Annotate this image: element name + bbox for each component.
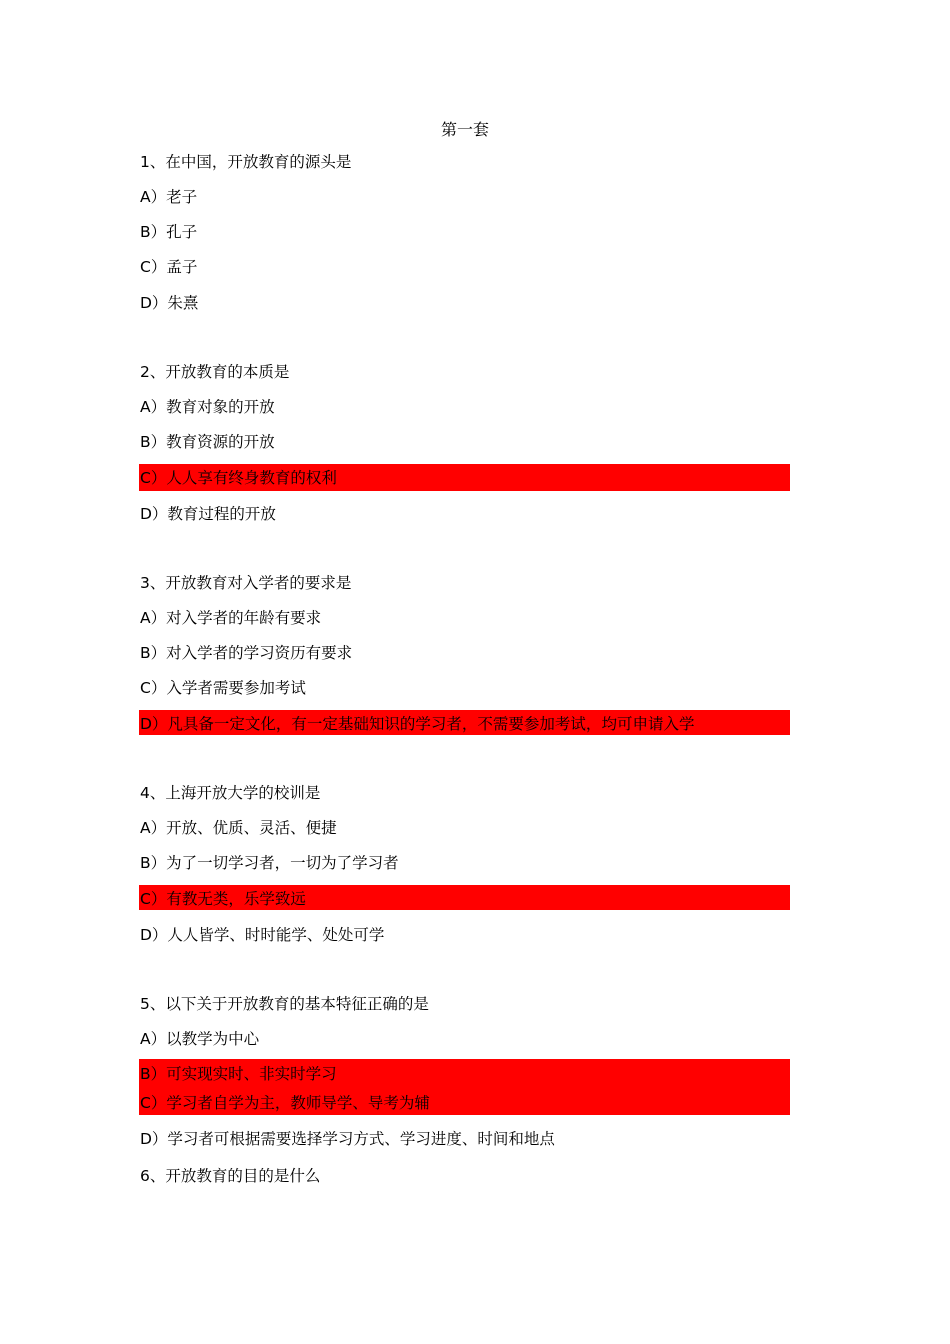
question-5-option-d: D）学习者可根据需要选择学习方式、学习进度、时间和地点 — [140, 1130, 555, 1148]
question-3-stem: 3、开放教育对入学者的要求是 — [140, 574, 352, 592]
question-5-option-a: A）以教学为中心 — [140, 1030, 260, 1048]
question-4-option-a: A）开放、优质、灵活、便捷 — [140, 819, 337, 837]
page-title: 第一套 — [440, 120, 489, 139]
question-3-option-c: C）入学者需要参加考试 — [140, 679, 306, 697]
question-1-option-d: D）朱熹 — [140, 294, 199, 312]
question-2-option-d: D）教育过程的开放 — [140, 505, 276, 523]
question-4-stem: 4、上海开放大学的校训是 — [140, 784, 321, 802]
question-4-option-d: D）人人皆学、时时能学、处处可学 — [140, 926, 385, 944]
question-2-option-a: A）教育对象的开放 — [140, 398, 275, 416]
question-1-stem: 1、在中国，开放教育的源头是 — [140, 153, 352, 171]
question-3-option-a: A）对入学者的年龄有要求 — [140, 609, 322, 627]
question-5-stem: 5、以下关于开放教育的基本特征正确的是 — [140, 995, 429, 1013]
question-2-option-b: B）教育资源的开放 — [140, 433, 275, 451]
question-1-option-b: B）孔子 — [140, 223, 198, 241]
question-6-stem: 6、开放教育的目的是什么 — [140, 1167, 321, 1185]
question-4-option-b: B）为了一切学习者，一切为了学习者 — [140, 854, 399, 872]
question-3-option-b: B）对入学者的学习资历有要求 — [140, 644, 353, 662]
question-3-option-d: D）凡具备一定文化，有一定基础知识的学习者，不需要参加考试，均可申请入学 — [140, 715, 695, 733]
question-1-option-a: A）老子 — [140, 188, 198, 206]
question-2-option-c: C）人人享有终身教育的权利 — [140, 469, 337, 487]
question-1-option-c: C）孟子 — [140, 258, 198, 276]
question-5-option-c: C）学习者自学为主，教师导学、导考为辅 — [140, 1094, 430, 1112]
question-2-stem: 2、开放教育的本质是 — [140, 363, 290, 381]
question-4-option-c: C）有教无类，乐学致远 — [140, 890, 306, 908]
question-5-option-b: B）可实现实时、非实时学习 — [140, 1065, 337, 1083]
